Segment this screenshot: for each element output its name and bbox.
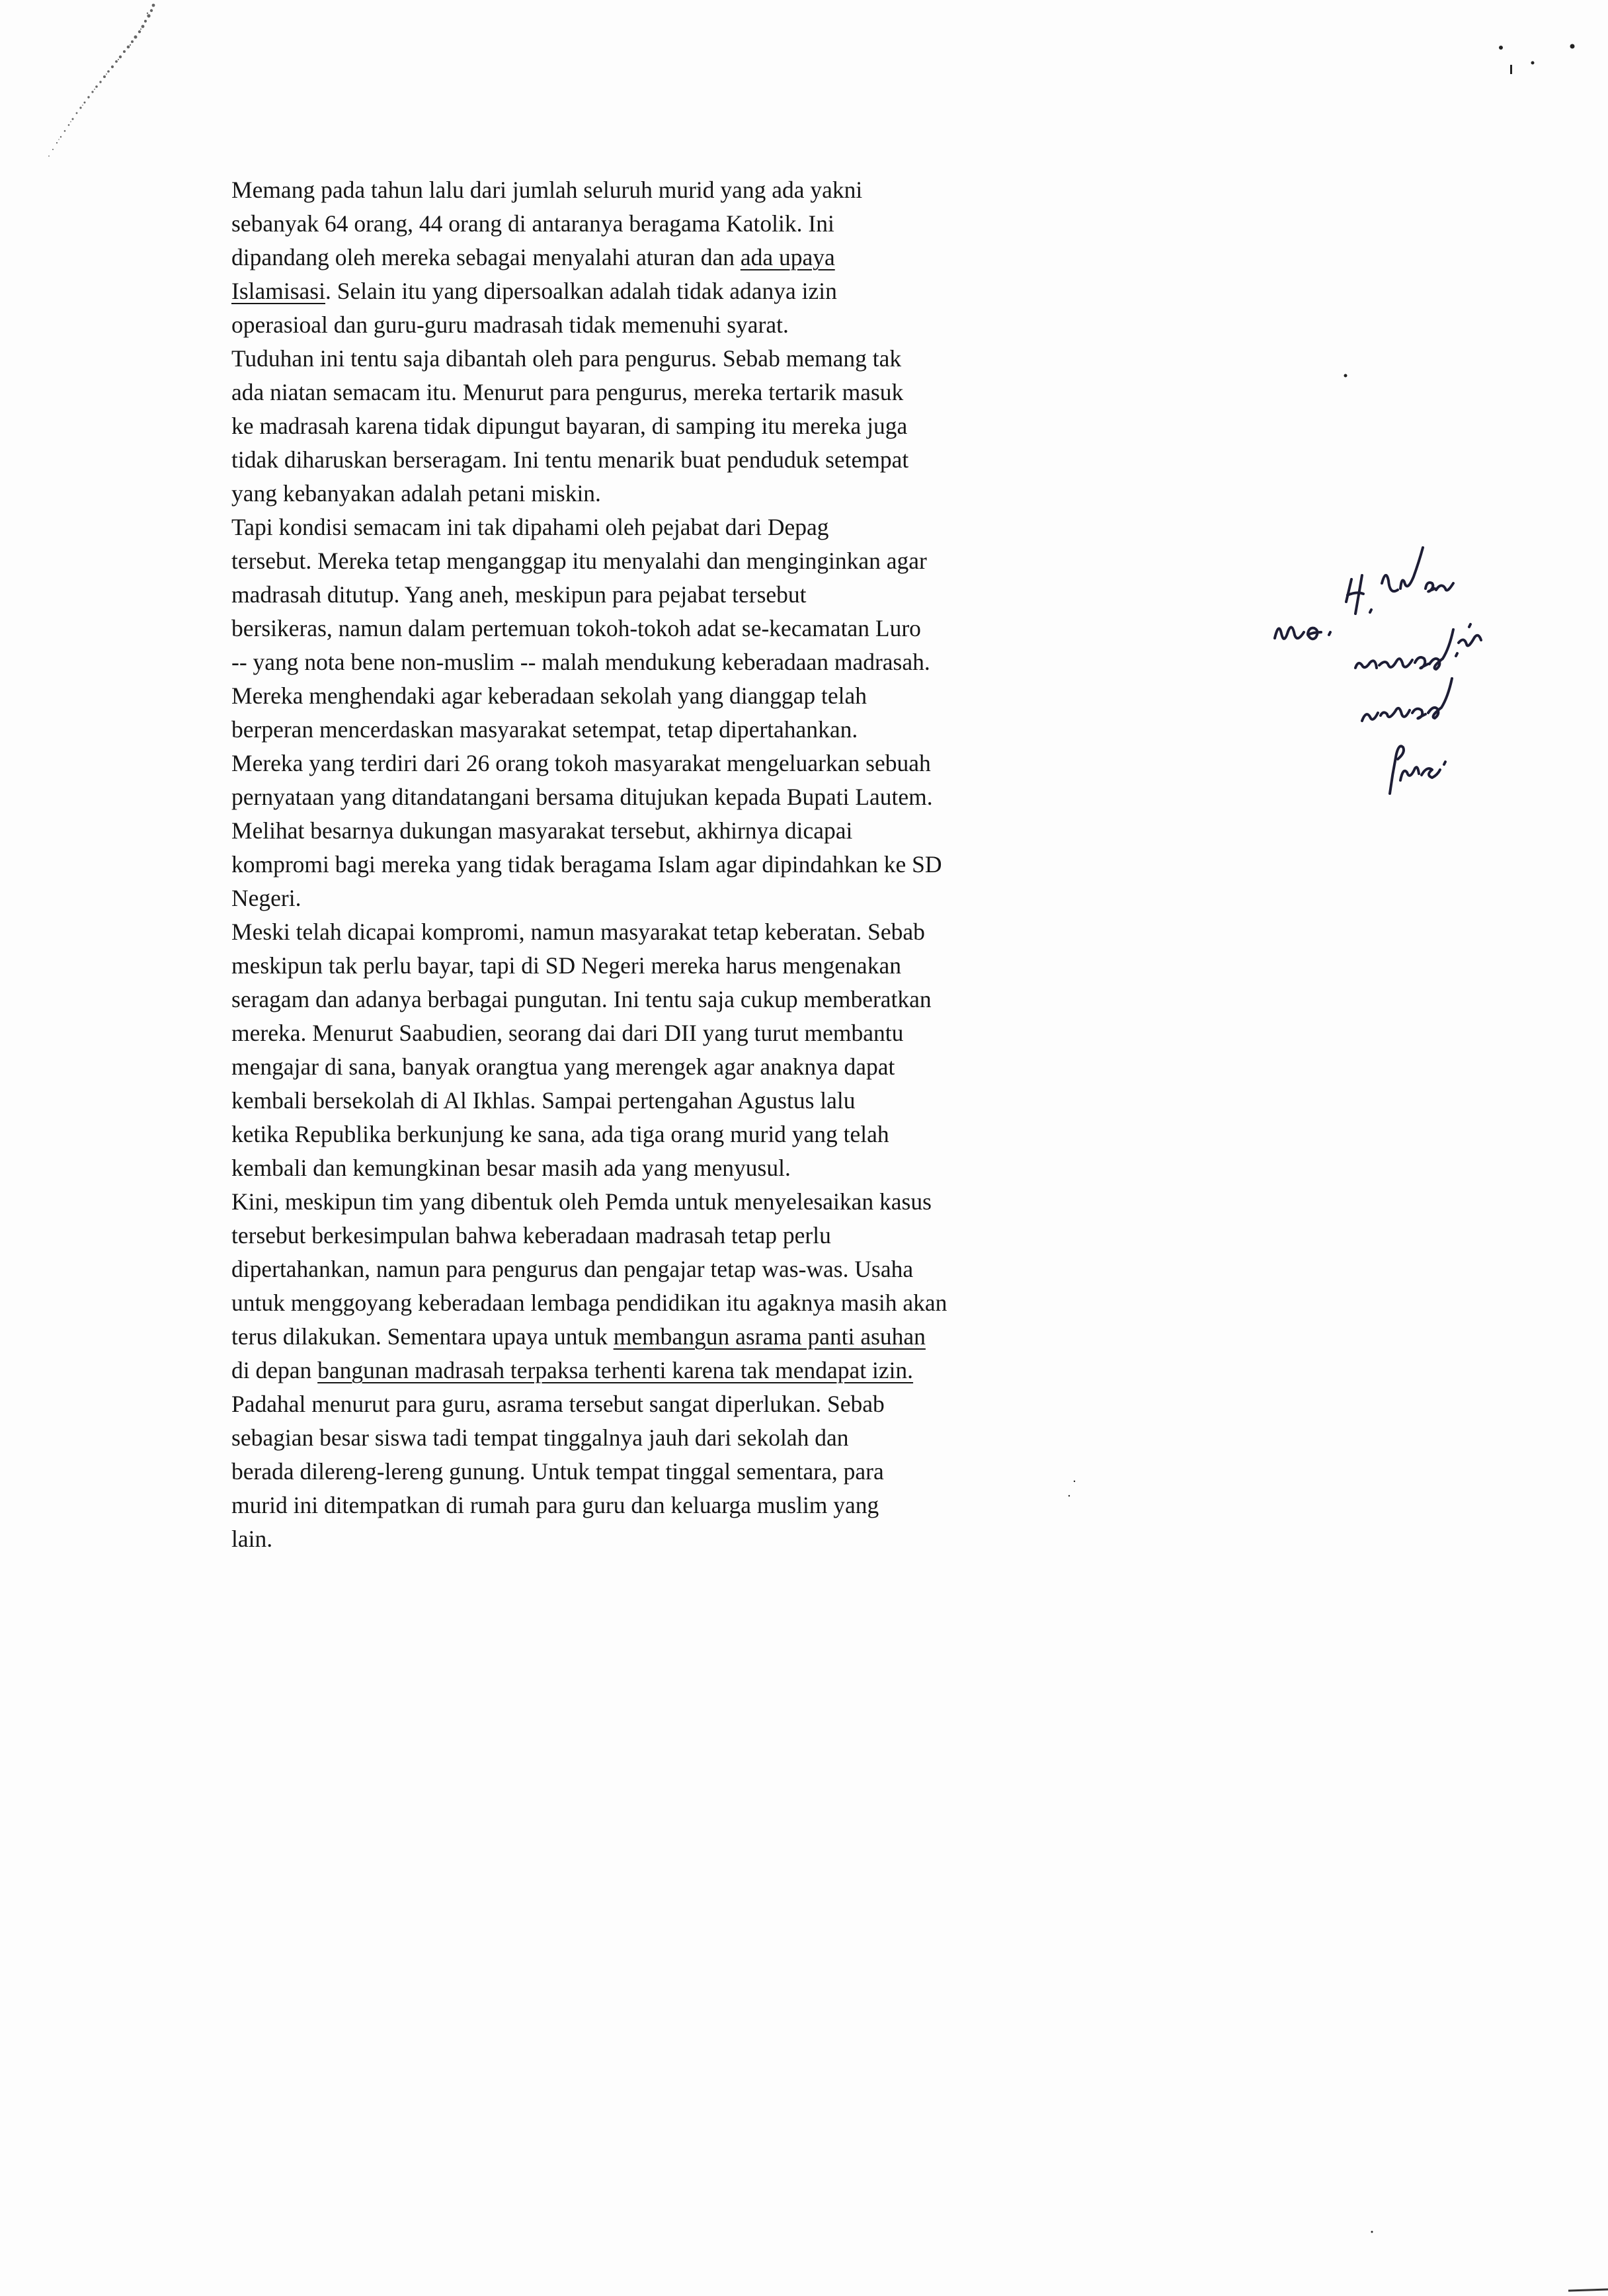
- text-segment: ada niatan semacam itu. Menurut para pengurus, mereka tertarik masuk: [231, 379, 904, 405]
- text-segment: -- yang nota bene non-muslim -- malah mendukung keberadaan madrasah.: [231, 649, 930, 675]
- text-segment: Mereka yang terdiri dari 26 orang tokoh masyarakat mengeluarkan sebuah: [231, 750, 931, 776]
- text-segment: tidak diharuskan berseragam. Ini tentu menarik buat penduduk setempat: [231, 446, 909, 473]
- text-line: [231, 207, 1117, 241]
- text-segment: berperan mencerdaskan masyarakat setempat, tetap dipertahankan.: [231, 716, 858, 743]
- text-segment: operasioal dan guru-guru madrasah tidak memenuhi syarat.: [231, 311, 789, 338]
- text-line: [231, 1084, 1117, 1118]
- text-line: [231, 1185, 1117, 1219]
- text-line: [231, 1151, 1117, 1185]
- text-line: [231, 983, 1117, 1016]
- text-segment: berada dilereng-lereng gunung. Untuk tempat tinggal sementara, para: [231, 1458, 884, 1485]
- text-segment: Padahal menurut para guru, asrama tersebut sangat diperlukan. Sebab: [231, 1391, 885, 1417]
- text-segment: di depan: [231, 1357, 318, 1383]
- text-segment: kembali dan kemungkinan besar masih ada yang menyusul.: [231, 1155, 791, 1181]
- underlined-phrase: Islamisasi: [231, 278, 325, 304]
- text-segment: murid ini ditempatkan di rumah para guru dan keluarga muslim yang: [231, 1492, 879, 1518]
- text-segment: Negeri.: [231, 885, 302, 911]
- text-line: [231, 814, 1117, 848]
- text-line: [231, 274, 1117, 308]
- text-segment: dipandang oleh mereka sebagai menyalahi aturan dan: [231, 244, 741, 270]
- text-segment: mereka. Menurut Saabudien, seorang dai dari DII yang turut membantu: [231, 1020, 904, 1046]
- text-segment: Mereka menghendaki agar keberadaan sekolah yang dianggap telah: [231, 682, 867, 709]
- text-line: [231, 544, 1117, 578]
- text-line: [231, 173, 1117, 207]
- underlined-phrase: bangunan madrasah terpaksa terhenti karena tak mendapat izin.: [317, 1357, 914, 1383]
- text-segment: untuk menggoyang keberadaan lembaga pendidikan itu agaknya masih akan: [231, 1290, 947, 1316]
- text-line: [231, 241, 1117, 274]
- text-line: [231, 780, 1117, 814]
- text-segment: sebanyak 64 orang, 44 orang di antaranya beragama Katolik. Ini: [231, 210, 834, 237]
- text-segment: meskipun tak perlu bayar, tapi di SD Negeri mereka harus mengenakan: [231, 952, 901, 979]
- text-line: [231, 679, 1117, 713]
- text-line: [231, 477, 1117, 511]
- text-segment: sebagian besar siswa tadi tempat tinggalnya jauh dari sekolah dan: [231, 1424, 849, 1451]
- text-line: [231, 1219, 1117, 1252]
- scan-streak-mark: [0, 0, 172, 172]
- text-line: [231, 1252, 1117, 1286]
- text-line: [231, 578, 1117, 612]
- text-line: [231, 1050, 1117, 1084]
- text-segment: ketika Republika berkunjung ke sana, ada tiga orang murid yang telah: [231, 1121, 889, 1147]
- handwritten-margin-note: [1230, 503, 1574, 873]
- text-line: [231, 612, 1117, 645]
- text-line: [231, 409, 1117, 443]
- text-line: [231, 1387, 1117, 1421]
- text-line: [231, 848, 1117, 882]
- text-segment: yang kebanyakan adalah petani miskin.: [231, 480, 601, 507]
- text-segment: kompromi bagi mereka yang tidak beragama Islam agar dipindahkan ke SD: [231, 851, 942, 878]
- text-line: [231, 949, 1117, 983]
- document-body: [231, 173, 1117, 1556]
- text-segment: Tuduhan ini tentu saja dibantah oleh para pengurus. Sebab memang tak: [231, 345, 902, 372]
- text-segment: tersebut berkesimpulan bahwa keberadaan madrasah tetap perlu: [231, 1222, 831, 1249]
- text-line: [231, 747, 1117, 780]
- text-segment: ke madrasah karena tidak dipungut bayaran, di samping itu mereka juga: [231, 413, 908, 439]
- text-segment: Memang pada tahun lalu dari jumlah seluruh murid yang ada yakni: [231, 177, 863, 203]
- text-line: [231, 713, 1117, 747]
- text-line: [231, 376, 1117, 409]
- text-segment: bersikeras, namun dalam pertemuan tokoh-tokoh adat se-kecamatan Luro: [231, 615, 921, 641]
- text-segment: kembali bersekolah di Al Ikhlas. Sampai pertengahan Agustus lalu: [231, 1087, 856, 1114]
- text-segment: tersebut. Mereka tetap menganggap itu menyalahi dan menginginkan agar: [231, 548, 927, 574]
- underlined-phrase: ada upaya: [740, 244, 835, 270]
- text-line: [231, 1489, 1117, 1522]
- text-line: [231, 1421, 1117, 1455]
- text-line: [231, 1286, 1117, 1320]
- text-line: [231, 1320, 1117, 1354]
- text-line: [231, 1016, 1117, 1050]
- text-segment: seragam dan adanya berbagai pungutan. Ini tentu saja cukup memberatkan: [231, 986, 932, 1012]
- text-line: [231, 915, 1117, 949]
- text-segment: Meski telah dicapai kompromi, namun masyarakat tetap keberatan. Sebab: [231, 919, 925, 945]
- text-segment: dipertahankan, namun para pengurus dan pengajar tetap was-was. Usaha: [231, 1256, 914, 1282]
- text-segment: madrasah ditutup. Yang aneh, meskipun para pejabat tersebut: [231, 581, 807, 608]
- text-line: [231, 1522, 1117, 1556]
- text-line: [231, 1354, 1117, 1387]
- text-line: [231, 1118, 1117, 1151]
- text-segment: . Selain itu yang dipersoalkan adalah tidak adanya izin: [325, 278, 837, 304]
- underlined-phrase: membangun asrama panti asuhan: [613, 1323, 926, 1350]
- text-line: [231, 882, 1117, 915]
- text-line: [231, 342, 1117, 376]
- text-segment: Melihat besarnya dukungan masyarakat tersebut, akhirnya dicapai: [231, 817, 853, 844]
- text-segment: terus dilakukan. Sementara upaya untuk: [231, 1323, 614, 1350]
- text-line: [231, 308, 1117, 342]
- text-segment: mengajar di sana, banyak orangtua yang merengek agar anaknya dapat: [231, 1053, 895, 1080]
- text-segment: lain.: [231, 1526, 273, 1552]
- text-segment: Tapi kondisi semacam ini tak dipahami oleh pejabat dari Depag: [231, 514, 829, 540]
- text-line: [231, 1455, 1117, 1489]
- text-line: [231, 645, 1117, 679]
- text-segment: Kini, meskipun tim yang dibentuk oleh Pemda untuk menyelesaikan kasus: [231, 1188, 932, 1215]
- text-segment: pernyataan yang ditandatangani bersama ditujukan kepada Bupati Lautem.: [231, 784, 933, 810]
- text-line: [231, 511, 1117, 544]
- text-line: [231, 443, 1117, 477]
